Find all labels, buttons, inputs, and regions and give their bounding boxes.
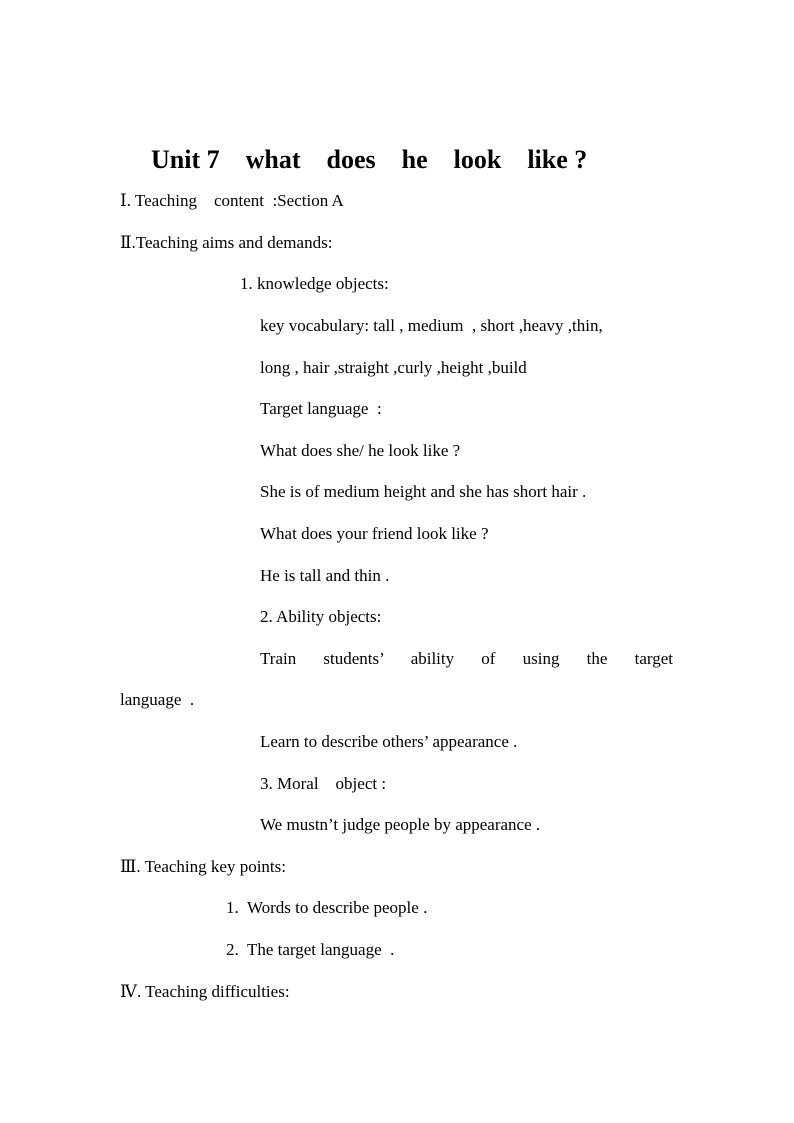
section-3-heading: Ⅲ. Teaching key points:: [120, 857, 286, 876]
moral-object-text: We mustn’t judge people by appearance .: [260, 815, 541, 834]
page-title: Unit 7 what does he look like ?: [151, 145, 588, 174]
key-point-1: 1. Words to describe people .: [226, 898, 428, 917]
ability-objects-heading: 2. Ability objects:: [260, 607, 382, 626]
target-language-heading: Target language :: [260, 399, 382, 418]
example-question-1: What does she/ he look like ?: [260, 441, 461, 460]
key-point-2: 2. The target language .: [226, 940, 395, 959]
knowledge-objects-heading: 1. knowledge objects:: [240, 274, 389, 293]
ability-objects-text-continued: language .: [120, 690, 195, 709]
key-vocabulary-continued: long , hair ,straight ,curly ,height ,build: [260, 358, 527, 377]
example-answer-1: She is of medium height and she has short hair .: [260, 482, 587, 501]
example-answer-2: He is tall and thin .: [260, 566, 390, 585]
section-4-heading: Ⅳ. Teaching difficulties:: [120, 982, 290, 1001]
describe-appearance-line: Learn to describe others’ appearance .: [260, 732, 518, 751]
example-question-2: What does your friend look like ?: [260, 524, 489, 543]
ability-objects-text: Train students’ ability of using the target: [260, 649, 673, 668]
section-2-heading: Ⅱ.Teaching aims and demands:: [120, 233, 333, 252]
key-vocabulary-line: key vocabulary: tall , medium , short ,heavy ,thin,: [260, 316, 603, 335]
moral-object-heading: 3. Moral object :: [260, 774, 387, 793]
section-1-heading: Ⅰ. Teaching content :Section A: [120, 191, 344, 210]
